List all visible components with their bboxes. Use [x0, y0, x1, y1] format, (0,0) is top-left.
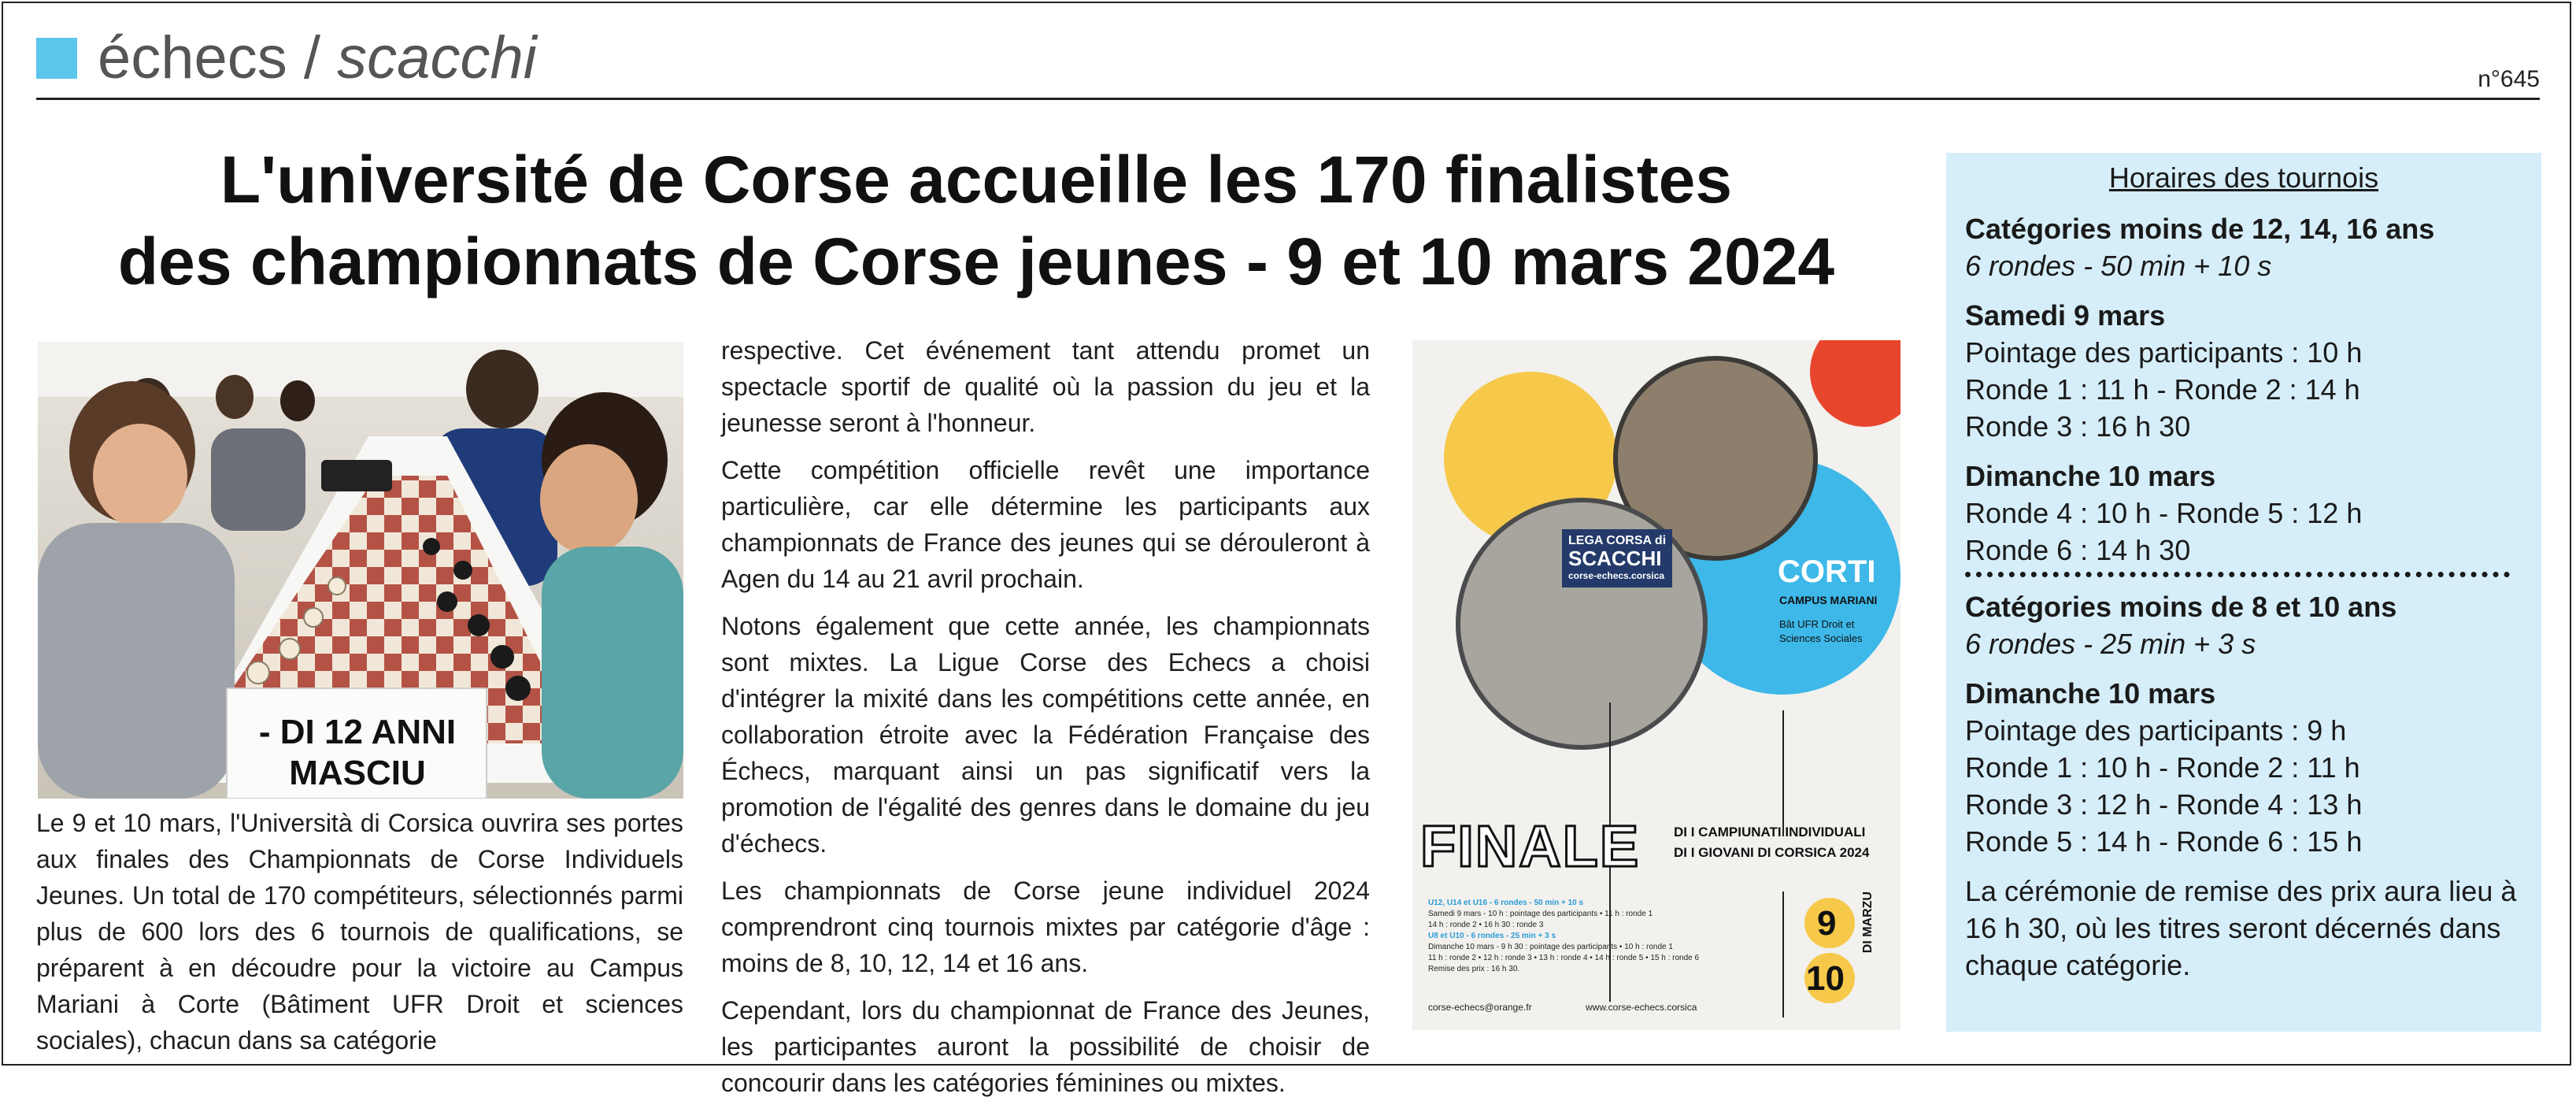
schedule-line: Ronde 1 : 11 h - Ronde 2 : 14 h [1965, 373, 2360, 406]
chess-tournament-photo [38, 342, 683, 799]
poster-org-line-3: corse-echecs.corsica [1568, 570, 1665, 581]
poster-month: DI MARZU [1861, 891, 1875, 954]
paragraph: Le 9 et 10 mars, l'Università di Corsica ouvrira ses portes aux finales des Championnats de Corse Individuels Jeunes. Un total de 170 compétiteurs, sélectionnés parmi plus de 600 lors des 6 tournois de qualifications, se préparent à en découdre pour la victoire au Campus Mariani à Corte (Bâtiment UFR Droit et sciences sociales), chacun dans sa catégorie [36, 809, 683, 1055]
schedule-line: Ronde 4 : 10 h - Ronde 5 : 12 h [1965, 497, 2363, 529]
poster-sched-line: U12, U14 et U16 - 6 rondes - 50 min + 10 s [1428, 899, 1584, 907]
poster-sched-line: U8 et U10 - 6 rondes - 25 min + 3 s [1428, 932, 1556, 940]
day-title: Dimanche 10 mars [1965, 677, 2216, 710]
day-block-sunday-2 [1965, 675, 2522, 860]
poster-sched-line: Samedi 9 mars - 10 h : pointage des participants • 11 h : ronde 1 [1428, 910, 1653, 918]
poster-org-line-1: LEGA CORSA di [1568, 534, 1667, 547]
poster-sched-line: Dimanche 10 mars - 9 h 30 : pointage des participants • 10 h : ronde 1 [1428, 943, 1673, 951]
day-title: Samedi 9 mars [1965, 299, 2166, 332]
section-title-co: scacchi [337, 24, 537, 91]
section-header [36, 20, 2540, 100]
section-title [98, 24, 537, 92]
poster-org-badge [1562, 529, 1672, 588]
poster-org-line-2: SCACCHI [1568, 547, 1662, 570]
poster-city: CORTI [1778, 554, 1876, 589]
paragraph: respective. Cet événement tant attendu promet un spectacle sportif de qualité où la passion du jeu et la jeunesse seront à l'honneur. [721, 336, 1370, 437]
schedule-line: Ronde 6 : 14 h 30 [1965, 534, 2191, 566]
schedule-line: Ronde 5 : 14 h - Ronde 6 : 15 h [1965, 825, 2363, 858]
category-title: Catégories moins de 12, 14, 16 ans [1965, 213, 2435, 245]
section-title-fr: échecs / [98, 24, 321, 91]
paragraph: Les championnats de Corse jeune individuel 2024 comprendront cinq tournois mixtes par catégorie d'âge : moins de 8, 10, 12, 14 et 16 ans. [721, 877, 1370, 977]
poster-day-2: 10 [1806, 959, 1845, 998]
poster-building: Bât UFR Droit et Sciences Sociales [1779, 618, 1863, 644]
category-title: Catégories moins de 8 et 10 ans [1965, 591, 2397, 623]
category-format: 6 rondes - 50 min + 10 s [1965, 250, 2272, 282]
section-square-icon [36, 38, 77, 79]
schedule-line: Ronde 3 : 12 h - Ronde 4 : 13 h [1965, 788, 2363, 821]
paragraph: Notons également que cette année, les championnats sont mixtes. La Ligue Corse des Echecs a choisi d'intégrer la mixité dans les compétitions cette année, en collaboration étroite avec la Fédération Française des Échecs, marquant ainsi un pas significatif vers la promotion de l'égalité des genres dans le domaine du jeu d'échecs. [721, 612, 1370, 858]
category-block-1 [1965, 210, 2522, 284]
poster-sched-line: Remise des prix : 16 h 30. [1428, 965, 1520, 973]
event-poster [1412, 340, 1901, 1030]
title-line-2: des championnats de Corse jeunes - 9 et 10 mars 2024 [117, 224, 1835, 298]
poster-sched-line: 14 h : ronde 2 • 16 h 30 : ronde 3 [1428, 921, 1544, 929]
category-block-2 [1965, 588, 2522, 662]
tournament-schedule-box [1946, 153, 2541, 1032]
day-block-sunday-1 [1965, 458, 2522, 569]
poster-finale-sub-1: DI I CAMPIUNATI INDIVIDUALI [1674, 825, 1866, 840]
sign-line-2: MASCIU [289, 754, 426, 792]
article-column-1 [36, 805, 683, 1069]
article-title [31, 139, 1921, 302]
poster-sched-line: 11 h : ronde 2 • 12 h : ronde 3 • 13 h : ronde 4 • 14 h : ronde 5 • 15 h : ronde 6 [1428, 954, 1700, 962]
schedule-line: Ronde 3 : 16 h 30 [1965, 410, 2191, 443]
schedule-line: Pointage des participants : 9 h [1965, 714, 2347, 747]
paragraph: Cependant, lors du championnat de France des Jeunes, les participantes auront la possibilité de choisir de concourir dans les catégories féminines ou mixtes. [721, 996, 1370, 1097]
schedule-line: Pointage des participants : 10 h [1965, 336, 2363, 369]
poster-web: www.corse-echecs.corsica [1586, 1002, 1697, 1013]
poster-email: corse-echecs@orange.fr [1428, 1002, 1532, 1013]
issue-number: n°645 [2478, 66, 2540, 92]
sign-line-1: - DI 12 ANNI [258, 713, 457, 751]
paragraph: Cette compétition officielle revêt une importance particulière, car elle détermine les participants aux championnats de France des jeunes qui se dérouleront à Agen du 14 au 21 avril prochain. [721, 456, 1370, 593]
schedule-line: Ronde 1 : 10 h - Ronde 2 : 11 h [1965, 751, 2360, 784]
poster-finale-sub-2: DI I GIOVANI DI CORSICA 2024 [1674, 845, 1870, 860]
closing-note: La cérémonie de remise des prix aura lieu à 16 h 30, où les titres seront décernés dans chaque catégorie. [1965, 875, 2517, 981]
title-line-1: L'université de Corse accueille les 170 finalistes [220, 143, 1733, 217]
poster-schedule [1428, 898, 1775, 975]
day-block-saturday [1965, 297, 2522, 445]
article-column-2 [721, 332, 1370, 1112]
dotted-divider [1965, 572, 2510, 577]
poster-day-1: 9 [1817, 904, 1837, 943]
poster-finale-subtitle [1674, 822, 1869, 863]
category-format: 6 rondes - 25 min + 3 s [1965, 628, 2256, 660]
schedule-heading: Horaires des tournois [2108, 161, 2379, 194]
poster-finale: FINALE [1420, 814, 1641, 879]
day-title: Dimanche 10 mars [1965, 460, 2216, 492]
poster-campus: CAMPUS MARIANI [1779, 594, 1878, 606]
